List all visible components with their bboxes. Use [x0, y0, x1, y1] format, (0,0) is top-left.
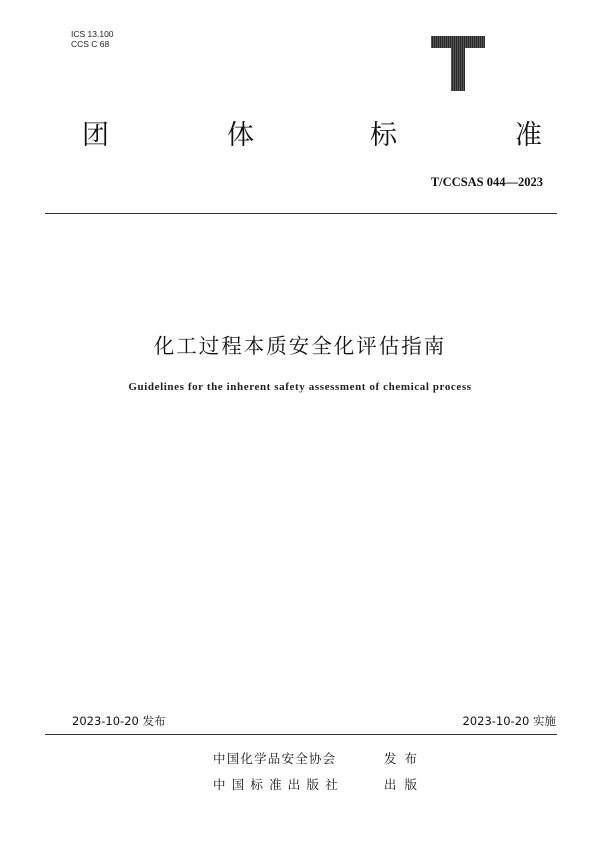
- org-type-char: 标: [370, 120, 397, 151]
- bottom-divider: [45, 734, 557, 735]
- top-divider: [45, 213, 557, 214]
- ics-code: ICS 13.100: [71, 29, 114, 39]
- issue-date: 2023-10-20 发布: [72, 714, 166, 728]
- t-logo-icon: [431, 36, 485, 91]
- org-type-char: 团: [82, 120, 109, 151]
- publisher-role: 出版: [384, 777, 426, 792]
- standard-number: T/CCSAS 044—2023: [430, 175, 543, 189]
- publisher-name: 中国化学品安全协会: [213, 751, 337, 766]
- english-title: Guidelines for the inherent safety assessment of chemical process: [128, 381, 472, 393]
- org-type-char: 准: [515, 120, 542, 151]
- ccs-code: CCS C 68: [71, 39, 110, 49]
- classification-codes: [71, 29, 114, 49]
- implementation-date: 2023-10-20 实施: [462, 714, 556, 728]
- chinese-title: 化工过程本质安全化评估指南: [153, 334, 447, 358]
- publisher-name: 中国标准出版社: [213, 777, 344, 792]
- publisher-role: 发布: [384, 751, 426, 766]
- org-type-char: 体: [227, 120, 254, 151]
- standard-logo-t: [431, 36, 485, 91]
